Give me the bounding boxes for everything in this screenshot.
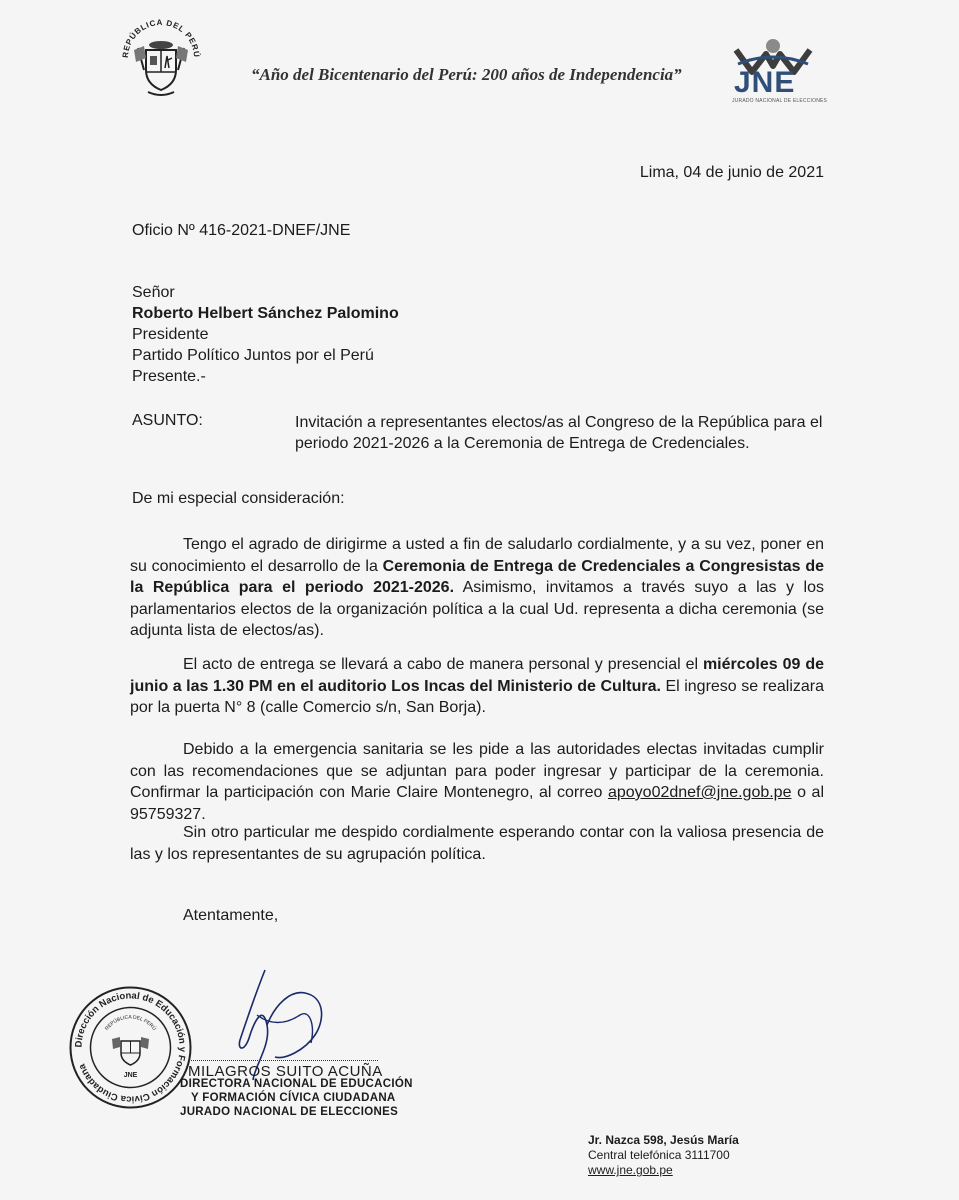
official-stamp [68, 985, 193, 1110]
paragraph-1: Tengo el agrado de dirigirme a usted a fin de saludarlo cordialmente, y a su vez, poner en su conocimiento el desarrollo de la Ceremonia de Entrega de Credenciales a Congresistas de la República para el periodo 2021-2026. Asimismo, invitamos a través suyo a las y los parlamentarios electos de la organización política a la cual Ud. representa a dicha ceremonia (se adjunta lista de electos/as). [130, 536, 824, 639]
svg-text:REPÚBLICA DEL PERÚ [104, 1014, 158, 1032]
stamp-ring-text: Dirección Nacional de Educación y Formación Cívica Ciudadana [73, 990, 188, 1105]
footer-address: Jr. Nazca 598, Jesús María [588, 1133, 739, 1147]
jne-logo [728, 36, 828, 106]
seal-text: REPÚBLICA DEL PERÚ [120, 17, 202, 59]
addressee-organization: Partido Político Juntos por el Perú [132, 347, 374, 364]
signatory-title-1: DIRECTORA NACIONAL DE EDUCACIÓN [180, 1078, 413, 1090]
footer-phone: Central telefónica 3111700 [588, 1148, 730, 1162]
greeting: De mi especial consideración: [132, 490, 345, 507]
subject-line-2: periodo 2021-2026 a la Ceremonia de Entrega de Credenciales. [295, 435, 750, 452]
subject-line-1: Invitación a representantes electos/as al Congreso de la República para el [295, 414, 823, 431]
reference-number: Oficio Nº 416-2021-DNEF/JNE [132, 222, 351, 239]
paragraph-4: Sin otro particular me despido cordialmente esperando contar con la valiosa presencia de las y los representantes de su agrupación política. [130, 824, 824, 863]
ceremony-name-bold: Ceremonia de Entrega de Credenciales a Congresistas de la República para el periodo 2021-2026. [130, 557, 824, 596]
paragraph-3: Debido a la emergencia sanitaria se les pide a las autoridades electas invitadas cumplir con las recomendaciones que se adjuntan para poder ingresar y participar de la ceremonia. Confirmar la participación con Marie Claire Montenegro, al correo apoyo02dnef@jne.gob.pe o al 95759327. [130, 741, 824, 823]
addressee-presente: Presente.- [132, 368, 206, 385]
closing: Atentamente, [183, 907, 279, 924]
signatory-name: MILAGROS SUITO ACUÑA [188, 1060, 378, 1080]
subject-label: ASUNTO: [132, 412, 203, 429]
jne-logo-subtext: JURADO NACIONAL DE ELECCIONES [732, 98, 828, 104]
year-motto: “Año del Bicentenario del Perú: 200 años de Independencia” [251, 65, 682, 84]
letter-date: Lima, 04 de junio de 2021 [639, 164, 824, 181]
signatory-title-3: JURADO NACIONAL DE ELECCIONES [180, 1106, 399, 1118]
jne-logo-text: JNE [734, 66, 796, 99]
paragraph-2: El acto de entrega se llevará a cabo de manera personal y presencial el miércoles 09 de junio a las 1.30 PM en el auditorio Los Incas del Ministerio de Cultura. El ingreso se realizara por la puerta N° 8 (calle Comercio s/n, San Borja). [130, 656, 824, 716]
event-details-bold: miércoles 09 de junio a las 1.30 PM en el auditorio Los Incas del Ministerio de Cultura. [130, 656, 824, 695]
contact-email-link[interactable]: apoyo02dnef@jne.gob.pe [607, 784, 792, 801]
addressee-position: Presidente [132, 326, 209, 343]
stamp-inner-top: REPÚBLICA DEL PERÚ [104, 1014, 157, 1032]
addressee-salutation: Señor [132, 284, 175, 301]
addressee-name: Roberto Helbert Sánchez Palomino [132, 305, 399, 322]
signatory-title-2: Y FORMACIÓN CÍVICA CIUDADANA [191, 1092, 396, 1104]
stamp-inner-bottom: JNE [123, 1072, 138, 1079]
peru-seal-logo [116, 10, 206, 100]
footer-website-link[interactable]: www.jne.gob.pe [588, 1163, 673, 1177]
